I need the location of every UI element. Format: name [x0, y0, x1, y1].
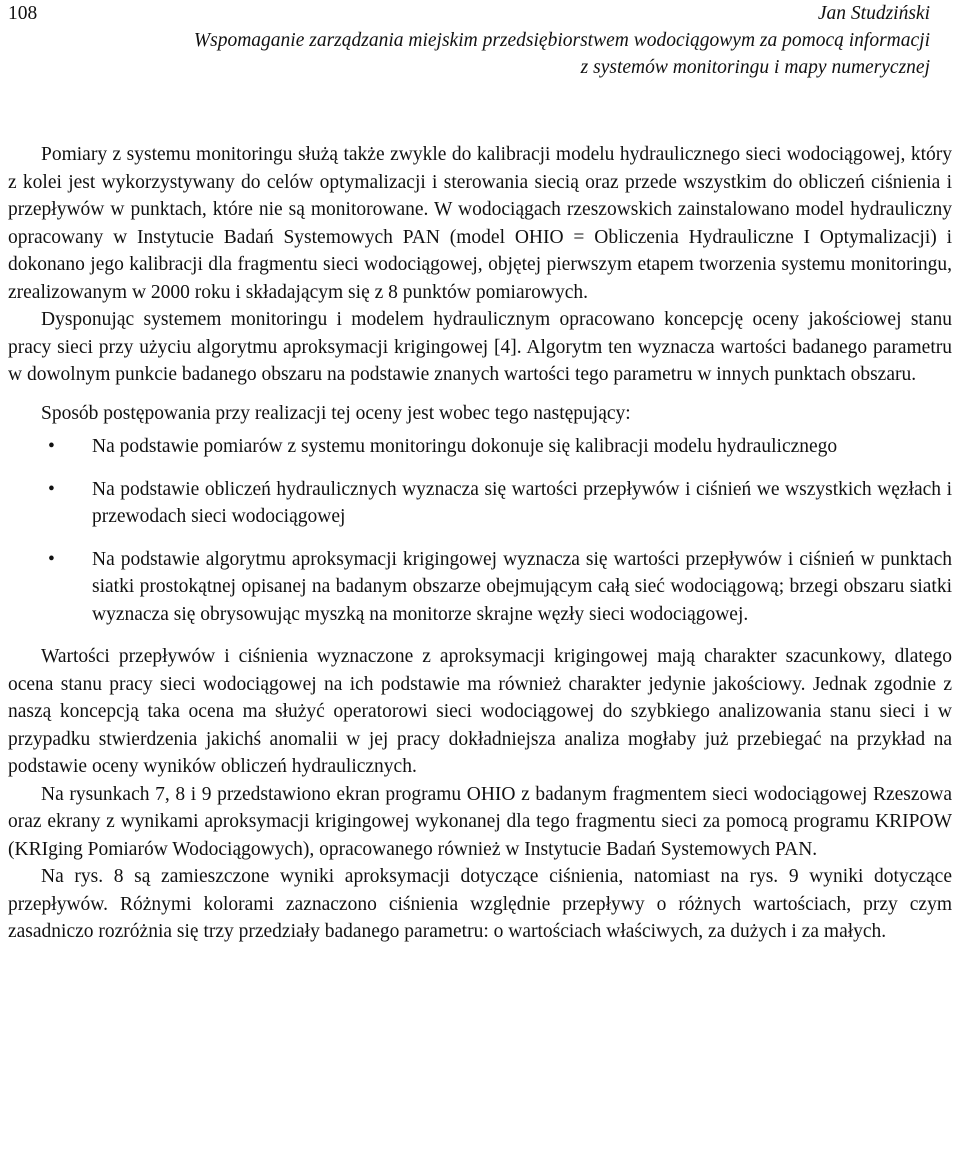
body-text: [8, 141, 952, 946]
paragraph-5: Na rysunkach 7, 8 i 9 przedstawiono ekran programu OHIO z badanym fragmentem sieci wodociągowej Rzeszowa oraz ekrany z wynikami aproksymacji krigingowej wykonanej dla tego fragmentu sieci za pomocą programu KRIPOW (KRIging Pomiarów Wodociągowych), opracowanego również w Instytucie Badań Systemowych PAN.: [8, 783, 952, 860]
running-header: [8, 0, 952, 80]
paragraph-3: Sposób postępowania przy realizacji tej oceny jest wobec tego następujący:: [41, 402, 631, 424]
header-title-line-2: z systemów monitoringu i mapy numerycznej: [580, 57, 930, 78]
list-item: [8, 433, 952, 461]
header-title-line-1: Wspomaganie zarządzania miejskim przedsiębiorstwem wodociągowym za pomocą informacji: [193, 30, 930, 51]
bullet-icon: •: [48, 478, 55, 500]
paragraph-4: Wartości przepływów i ciśnienia wyznaczone z aproksymacji krigingowej mają charakter szacunkowy, dlatego ocena stanu pracy sieci wodociągowej na ich podstawie ma również charakter jedynie jakościowy. Jednak zgodnie z naszą koncepcją taka ocena ma służyć operatorowi sieci wodociągowej do szybkiego analizowania stanu sieci i w przypadku stwierdzenia jakichś anomalii w jej pracy dokładniejsza analiza mogłaby już przebiegać na przykład na podstawie oceny wyników obliczeń hydraulicznych.: [8, 646, 952, 777]
list-item: [8, 546, 952, 629]
list-item-text: Na podstawie algorytmu aproksymacji krigingowej wyznacza się wartości przepływów i ciśnień w punktach siatki prostokątnej opisanej na badanym obszarze obejmującym całą sieć wodociągową; brzegi obszaru siatki wyznacza się obrysowując myszką na monitorze skrajne węzły sieci wodociągowej.: [92, 548, 952, 625]
paragraph-6: Na rys. 8 są zamieszczone wyniki aproksymacji dotyczące ciśnienia, natomiast na rys. 9 wyniki dotyczące przepływów. Różnymi kolorami zaznaczono ciśnienia względnie przepływy o różnych wartościach, przy czym zasadniczo rozróżnia się trzy przedziały badanego parametru: o wartościach właściwych, za dużych i za małych.: [8, 866, 952, 942]
paragraph-1: Pomiary z systemu monitoringu służą także zwykle do kalibracji modelu hydraulicznego sieci wodociągowej, który z kolei jest wykorzystywany do celów optymalizacji i sterowania siecią oraz przede wszystkim do obliczeń ciśnienia i przepływów w punktach, które nie są monitorowane. W wodociągach rzeszowskich zainstalowano model hydrauliczny opracowany w Instytucie Badań Systemowych PAN (model OHIO = Obliczenia Hydrauliczne I Optymalizacji) i dokonano jego kalibracji dla fragmentu sieci wodociągowej, objętej pierwszym etapem tworzenia systemu monitoringu, zrealizowanym w 2000 roku i składającym się z 8 punktów pomiarowych.: [8, 144, 952, 303]
running-header-text: [8, 0, 952, 81]
list-item: [8, 476, 952, 531]
page-number: 108: [8, 3, 38, 24]
bullet-icon: •: [48, 548, 55, 570]
bullet-list: [8, 433, 952, 628]
header-author: Jan Studziński: [817, 3, 930, 24]
list-item-text: Na podstawie pomiarów z systemu monitoringu dokonuje się kalibracji modelu hydraulicznego: [92, 436, 838, 457]
paragraph-2: Dysponując systemem monitoringu i modelem hydraulicznym opracowano koncepcję oceny jakościowej stanu pracy sieci przy użyciu algorytmu aproksymacji krigingowej [4]. Algorytm ten wyznacza wartości badanego parametru w dowolnym punkcie badanego obszaru na podstawie znanych wartości tego parametru w innych punktach obszaru.: [8, 309, 952, 385]
bullet-icon: •: [48, 436, 55, 457]
list-item-text: Na podstawie obliczeń hydraulicznych wyznacza się wartości przepływów i ciśnień we wszystkich węzłach i przewodach sieci wodociągowej: [92, 478, 952, 527]
